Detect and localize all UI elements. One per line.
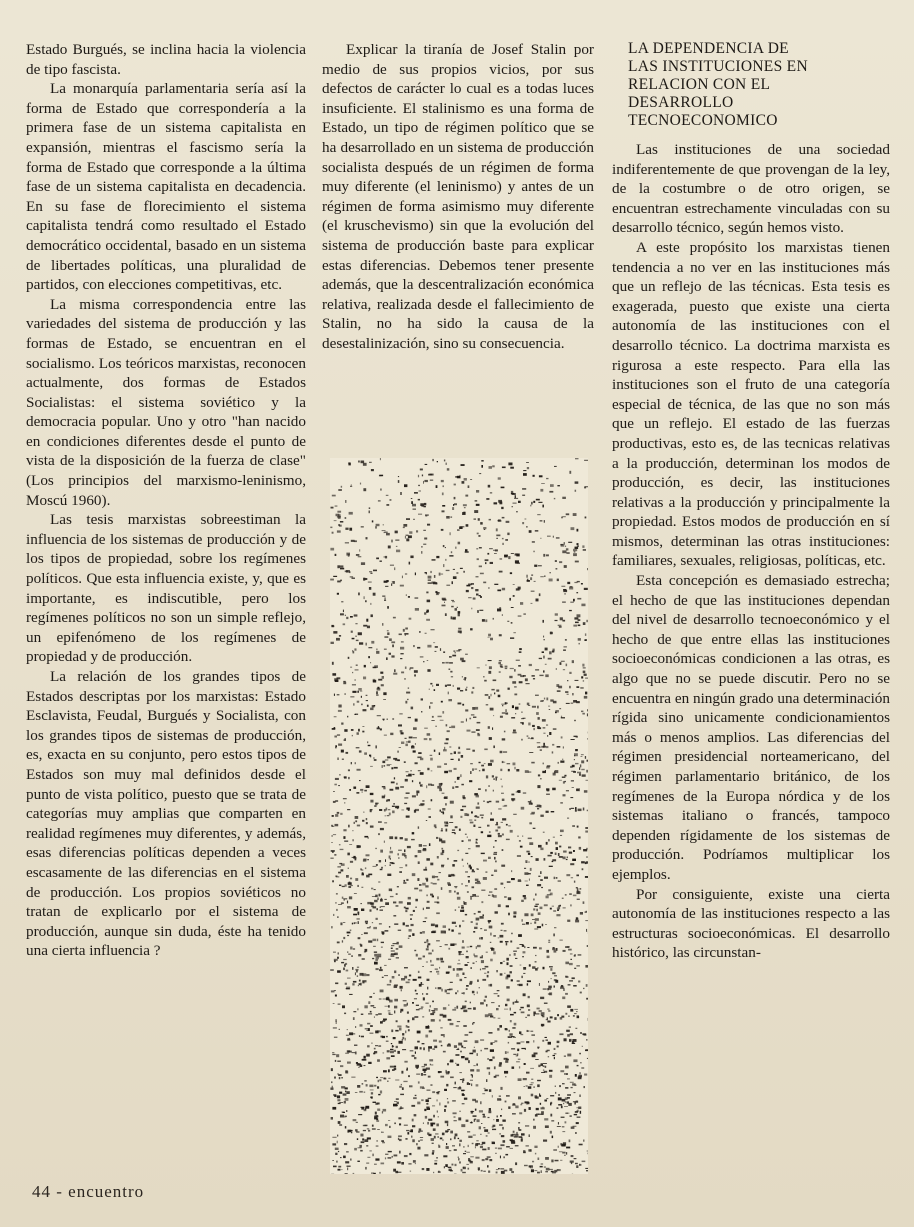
paragraph: Estado Burgués, se inclina hacia la violencia de tipo fascista. (26, 41, 306, 78)
paragraph: Las instituciones de una sociedad indiferentemente de que provengan de la ley, de la costumbre o de otro origen, se encuentran estrechamente vinculadas con su desarrollo técnico, según hemos visto. (612, 141, 890, 237)
paragraph: La monarquía parlamentaria sería así la forma de Estado que correspondería a la primera fase de un sistema capitalista en expansión, mientras el fascismo sería la forma de Estado que corresponde a la última fase de un sistema capitalista en decadencia. En su fase de florecimiento el sistema capitalista tendrá como resultado el Estado democrático occidental, basado en un sistema de libertades políticas, una pluralidad de partidos, con elecciones competitivas, etc. (26, 80, 306, 294)
right-text-column (612, 40, 890, 963)
paragraph: Por consiguiente, existe una cierta autonomía de las instituciones respecto a las estructuras socioeconómicas. El desarrollo histórico, las circunstan- (612, 885, 890, 962)
paragraph: La misma correspondencia entre las variedades del sistema de producción y las formas de Estado, se encuentran en el socialismo. Los teóricos marxistas, reconocen actualmente, dos formas de Estados Socialistas: el sistema soviético y la democracia popular. Uno y otro "han nacido en condiciones diferentes desde el punto de vista de la disposición de la fuerza de clase" (Los principios del marxismo-leninismo, Moscú 1960). (26, 295, 306, 509)
paragraph: A este propósito los marxistas tienen tendencia a no ver en las instituciones más que un reflejo de las técnicas. Esta tesis es exagerada, puesto que existe una cierta autonomía de las instituciones con el desarrollo técnico. La doctrima marxista es rigurosa a este respecto. Para ella las instituciones son el fruto de una categoría especial de técnica, de las que no son más que un reflejo. El estado de las fuerzas productivas, esto es, de las tecnicas relativas a la producción, determinan los modos de producción, es decir, las instituciones relativas a la producción y principalmente la propiedad. Estos modos de producción en sí mismos, determinan las otras instituciones: familiares, sexuales, religiosas, políticas, etc. (612, 238, 890, 570)
page-footer-folio: 44 - encuentro (32, 1182, 145, 1201)
paragraph: Las tesis marxistas sobreestiman la influencia de los sistemas de producción y de los tipos de propiedad, sobre los regímenes políticos. Que esta influencia existe, y, que es importante, es indiscutible, pero los regímenes políticos no son un simple reflejo, un epifenómeno de los regímenes de propiedad y de producción. (26, 511, 306, 666)
section-heading: LA DEPENDENCIA DE LAS INSTITUCIONES EN RELACION CON EL DESARROLLO TECNOECONOMICO (628, 40, 808, 129)
left-text-column (26, 40, 306, 961)
middle-text-column (322, 40, 594, 354)
halftone-illustration (330, 458, 588, 1174)
paragraph: Explicar la tiranía de Josef Stalin por medio de sus propios vicios, por sus defectos de carácter lo cual es a todas luces insuficiente. El stalinismo es una forma de Estado, un tipo de régimen político que se ha desarrollado en un sistema de producción socialista después de un régimen de forma muy diferente (el leninismo) y antes de un régimen de forma asimismo muy diferente (el kruschevismo) sin que la evolución del sistema de producción baste para explicar estas diferencias. Debemos tener presente además, que la descentralización económica relativa, realizada desde el fallecimiento de Stalin, no ha sido la causa de la desestalinización, sino su consecuencia. (322, 41, 594, 352)
paragraph: Esta concepción es demasiado estrecha; el hecho de que las instituciones dependan del nivel de desarrollo tecnoeconómico y el hecho de que entre ellas las instituciones socioeconómicas condicionen a las otras, es algo que no se puede discutir. Pero no se encuentra en ningún grado una determinación rígida sino unicamente condicionamientos más o menos amplios. Las diferencias del régimen presidencial norteamericano, del régimen parlamentario británico, de los regímenes de la Europa nórdica y de los sistemas italiano o francés, tampoco dependen rígidamente de los sistemas de producción. Podríamos multiplicar los ejemplos. (612, 572, 890, 883)
paragraph: La relación de los grandes tipos de Estados descriptas por los marxistas: Estado Esclavista, Feudal, Burgués y Socialista, con los grandes tipos de sistemas de producción, es, exacta en su conjunto, pero estos tipos de Estados son muy mal definidos desde el punto de vista político, puesto que se trata de categorías muy amplias que comparten en realidad regímenes muy diferentes, y además, esas diferencias políticas dependen a veces escasamente de las diferencias en el sistema de producción. Los propios soviéticos no tratan de explicarlo por el sistema de producción, aunque sin duda, éste ha tenido una cierta influencia ? (26, 668, 306, 960)
